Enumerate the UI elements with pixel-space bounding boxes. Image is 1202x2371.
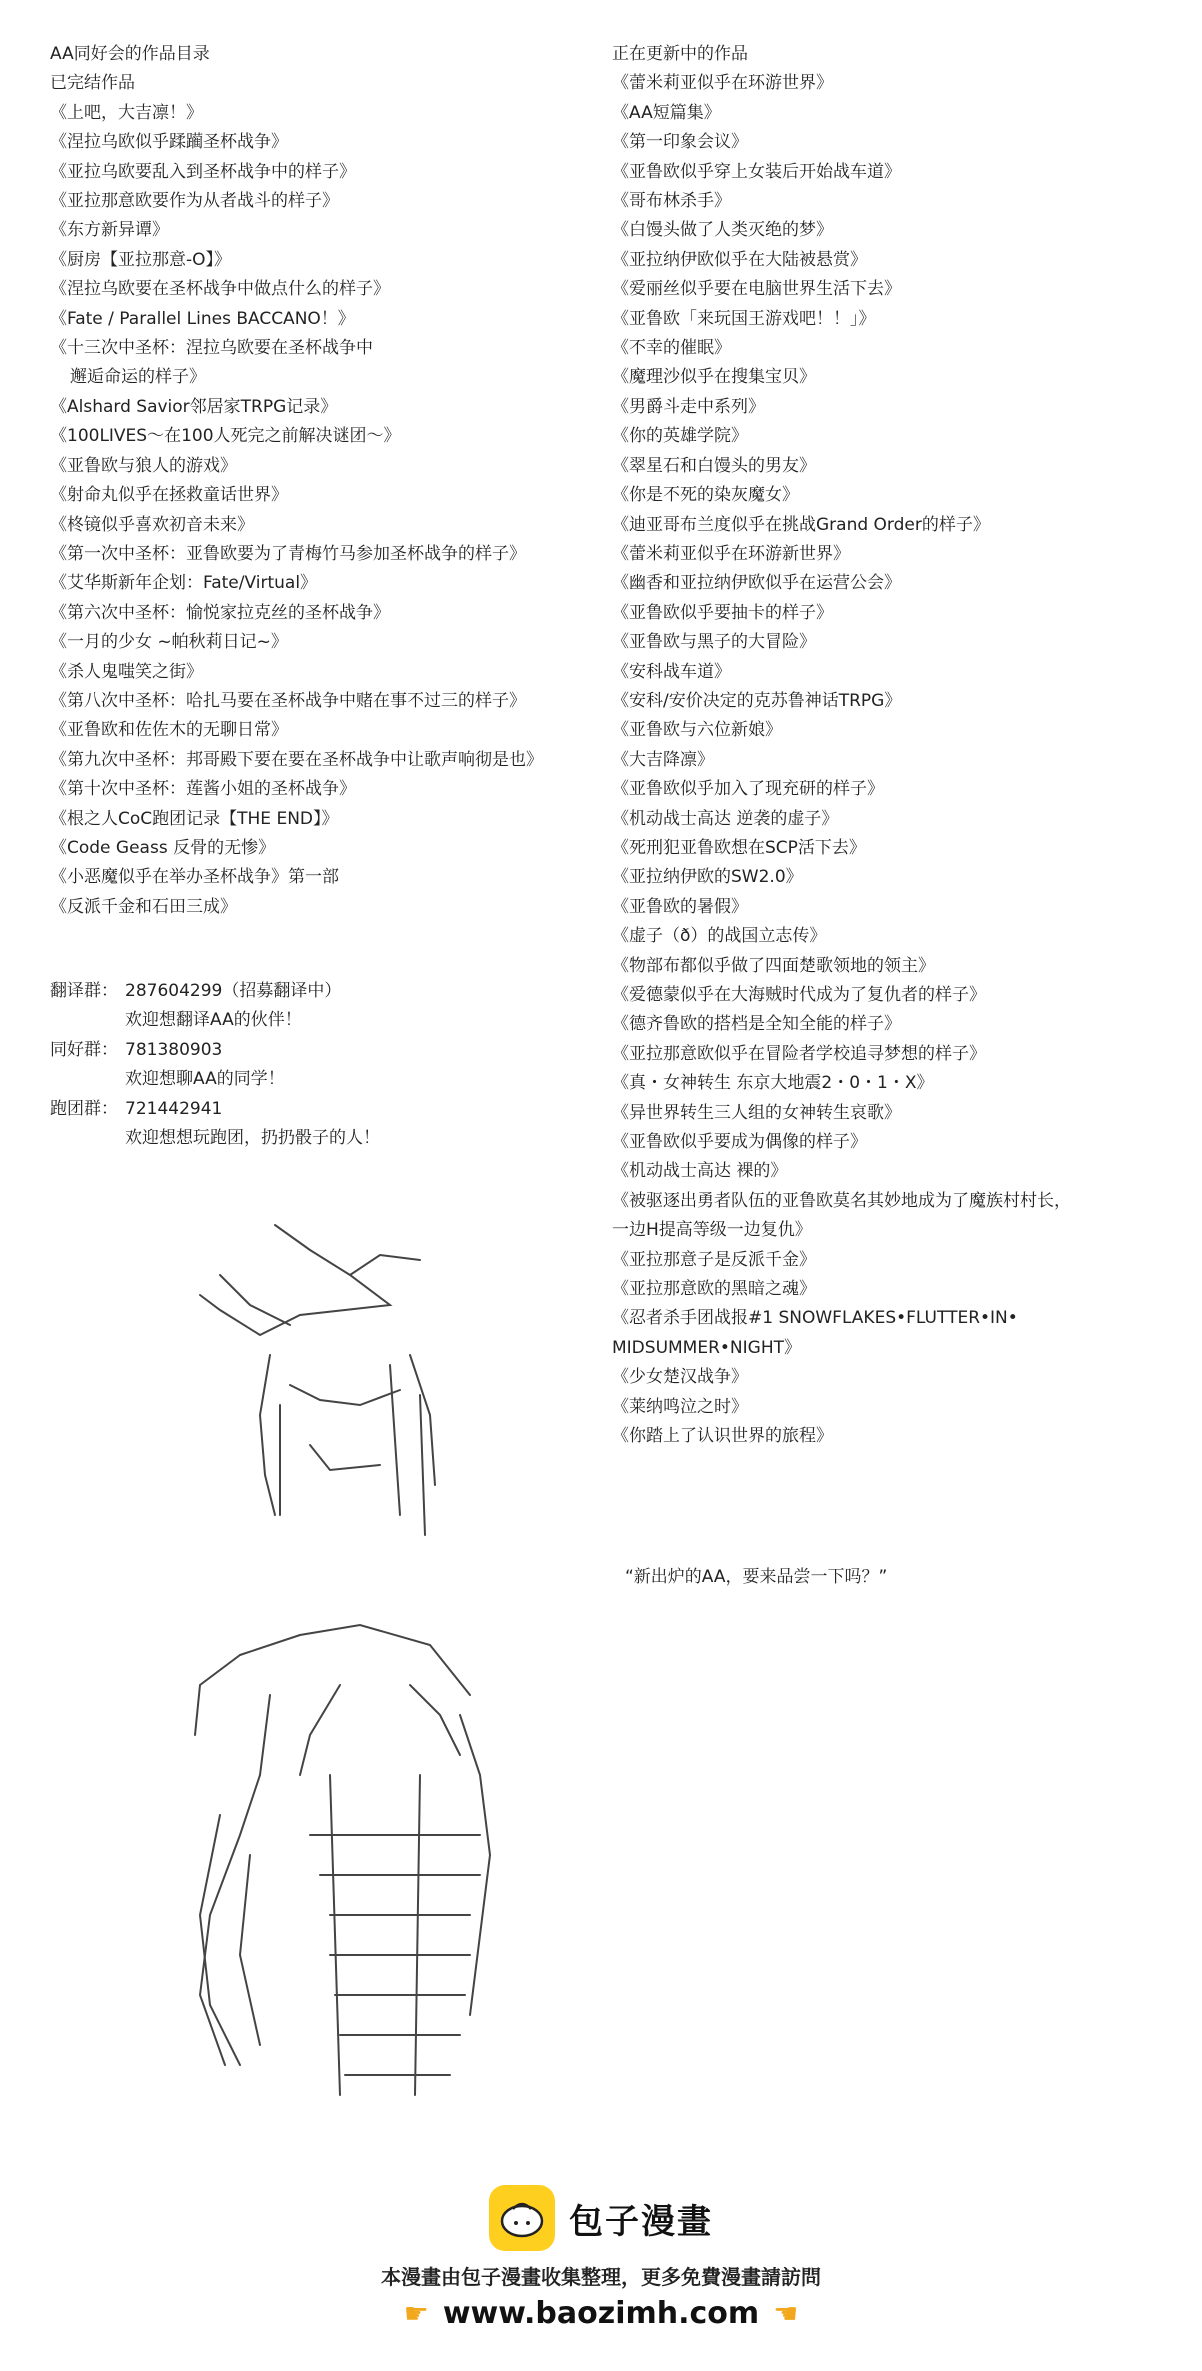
group-welcome-text: 欢迎想想玩跑团，扔扔骰子的人！	[125, 1128, 380, 1149]
ongoing-work-item: 《亚鲁欧似乎要抽卡的样子》	[612, 602, 833, 623]
ongoing-heading: 正在更新中的作品	[612, 44, 748, 64]
completed-work-item: 《十三次中圣杯：涅拉乌欧要在圣杯战争中	[50, 338, 373, 359]
ascii-art-figure	[180, 1215, 580, 2120]
ongoing-work-item: 《物部布都似乎做了四面楚歌领地的领主》	[612, 955, 935, 976]
ongoing-work-item: 《你是不死的染灰魔女》	[612, 485, 799, 506]
completed-work-item: 《Code Geass 反骨的无惨》	[50, 837, 276, 858]
ongoing-work-item: 《白馒头做了人类灭绝的梦》	[612, 220, 833, 241]
ongoing-work-item: 《亚拉那意欧的黑暗之魂》	[612, 1279, 816, 1300]
ongoing-work-item: MIDSUMMER•NIGHT》	[612, 1337, 801, 1358]
ongoing-list	[612, 69, 1192, 1451]
ongoing-work-item: 《亚拉那意欧似乎在冒险者学校追寻梦想的样子》	[612, 1043, 986, 1064]
completed-work-item: 《第九次中圣杯：邦哥殿下要在要在圣杯战争中让歌声响彻是也》	[50, 749, 543, 770]
completed-list	[50, 99, 610, 922]
ongoing-work-item: 《真・女神转生 东京大地震2・0・1・X》	[612, 1073, 934, 1094]
completed-work-item: 《根之人CoC跑团记录【THE END】》	[50, 808, 339, 829]
ongoing-work-item: 《机动战士高达 裸的》	[612, 1161, 788, 1182]
group-label: 跑团群：	[50, 1098, 118, 1119]
completed-work-item: 《艾华斯新年企划：Fate/Virtual》	[50, 573, 318, 594]
ongoing-work-item: 《异世界转生三人组的女神转生哀歌》	[612, 1102, 901, 1123]
completed-work-item: 《第一次中圣杯：亚鲁欧要为了青梅竹马参加圣杯战争的样子》	[50, 543, 526, 564]
completed-work-item: 《上吧，大吉凛！》	[50, 102, 203, 123]
group-label: 翻译群：	[50, 981, 118, 1001]
left-column	[50, 40, 610, 922]
pointing-hand-icon: ☚	[773, 2297, 799, 2330]
completed-work-item: 《反派千金和石田三成》	[50, 896, 237, 917]
ongoing-work-item: 《哥布林杀手》	[612, 191, 731, 212]
completed-work-item: 《杀人鬼嗤笑之街》	[50, 661, 203, 682]
ongoing-work-item: 《你踏上了认识世界的旅程》	[612, 1426, 833, 1447]
group-label: 同好群：	[50, 1039, 118, 1060]
ongoing-work-item: 《机动战士高达 逆袭的虚子》	[612, 808, 839, 829]
group-row	[50, 977, 380, 1006]
ongoing-work-item: 《安科战车道》	[612, 661, 731, 682]
ongoing-work-item: 《你的英雄学院》	[612, 426, 748, 447]
ongoing-work-item: 一边H提高等级一边复仇》	[612, 1220, 812, 1241]
group-number: 781380903	[125, 1039, 223, 1060]
bun-logo-icon	[489, 2185, 555, 2251]
completed-work-item: 《第八次中圣杯：哈扎马要在圣杯战争中赌在事不过三的样子》	[50, 690, 526, 711]
ongoing-work-item: 《不幸的催眠》	[612, 338, 731, 359]
ongoing-work-item: 《死刑犯亚鲁欧想在SCP活下去》	[612, 837, 866, 858]
ongoing-work-item: 《亚鲁欧与六位新娘》	[612, 720, 782, 741]
completed-work-item: 《第六次中圣杯：愉悦家拉克丝的圣杯战争》	[50, 602, 390, 623]
completed-work-item: 《涅拉乌欧要在圣杯战争中做点什么的样子》	[50, 279, 390, 300]
completed-work-item: 《东方新异谭》	[50, 220, 169, 241]
completed-work-item: 邂逅命运的样子》	[70, 367, 206, 388]
group-row	[50, 1095, 380, 1124]
footer-notice: 本漫畫由包子漫畫收集整理，更多免費漫畫請訪問	[381, 2265, 821, 2289]
ongoing-work-item: 《男爵斗走中系列》	[612, 396, 765, 417]
ongoing-work-item: 《AA短篇集》	[612, 102, 721, 123]
completed-work-item: 《亚拉乌欧要乱入到圣杯战争中的样子》	[50, 161, 356, 182]
ongoing-work-item: 《迪亚哥布兰度似乎在挑战Grand Order的样子》	[612, 514, 990, 535]
ongoing-work-item: 《亚拉纳伊欧似乎在大陆被悬赏》	[612, 249, 867, 270]
aa-quote: “新出炉的AA，要来品尝一下吗？”	[625, 1567, 888, 1587]
site-logo[interactable]	[0, 2185, 1202, 2251]
logo-text: 包子漫畫	[569, 2201, 713, 2242]
completed-work-item: 《厨房【亚拉那意-O】》	[50, 249, 232, 270]
footer-url-link[interactable]: www.baozimh.com	[442, 2296, 760, 2331]
ongoing-work-item: 《亚鲁欧似乎穿上女装后开始战车道》	[612, 161, 901, 182]
ongoing-work-item: 《亚鲁欧与黑子的大冒险》	[612, 632, 816, 653]
group-number: 721442941	[125, 1098, 223, 1119]
ongoing-work-item: 《亚拉纳伊欧的SW2.0》	[612, 867, 803, 888]
ongoing-work-item: 《魔理沙似乎在搜集宝贝》	[612, 367, 816, 388]
ongoing-work-item: 《德齐鲁欧的搭档是全知全能的样子》	[612, 1014, 901, 1035]
completed-work-item: 《柊镜似乎喜欢初音未来》	[50, 514, 254, 535]
completed-work-item: 《Alshard Savior邻居家TRPG记录》	[50, 396, 338, 417]
ongoing-work-item: 《安科/安价决定的克苏鲁神话TRPG》	[612, 690, 902, 711]
catalog-title: AA同好会的作品目录	[50, 44, 210, 64]
completed-work-item: 《一月的少女 ~帕秋莉日记~》	[50, 632, 288, 653]
ongoing-work-item: 《亚拉那意子是反派千金》	[612, 1249, 816, 1270]
group-info	[50, 977, 380, 1153]
ongoing-work-item: 《忍者杀手团战报#1 SNOWFLAKES•FLUTTER•IN•	[612, 1308, 1018, 1329]
completed-work-item: 《小恶魔似乎在举办圣杯战争》第一部	[50, 867, 339, 888]
ongoing-work-item: 《翠星石和白馒头的男友》	[612, 455, 816, 476]
group-welcome-text: 欢迎想翻译AA的伙伴！	[125, 1010, 302, 1031]
ongoing-work-item: 《少女楚汉战争》	[612, 1367, 748, 1388]
pointing-hand-icon: ☛	[403, 2297, 429, 2330]
ongoing-work-item: 《虚子（ð）的战国立志传》	[612, 926, 827, 947]
ongoing-work-item: 《第一印象会议》	[612, 132, 748, 153]
group-number: 287604299（招募翻译中）	[125, 981, 342, 1001]
completed-work-item: 《射命丸似乎在拯救童话世界》	[50, 485, 288, 506]
ongoing-work-item: 《蕾米莉亚似乎在环游世界》	[612, 73, 833, 94]
footer-url-row	[0, 2296, 1202, 2331]
completed-work-item: 《第十次中圣杯：莲酱小姐的圣杯战争》	[50, 779, 356, 800]
completed-work-item: 《亚鲁欧和佐佐木的无聊日常》	[50, 720, 288, 741]
ongoing-work-item: 《爱德蒙似乎在大海贼时代成为了复仇者的样子》	[612, 985, 986, 1005]
footer	[0, 2185, 1202, 2331]
completed-work-item: 《Fate / Parallel Lines BACCANO！》	[50, 308, 355, 329]
ongoing-work-item: 《爱丽丝似乎要在电脑世界生活下去》	[612, 279, 901, 300]
completed-work-item: 《亚鲁欧与狼人的游戏》	[50, 455, 237, 476]
ongoing-work-item: 《亚鲁欧的暑假》	[612, 896, 748, 917]
completed-heading: 已完结作品	[50, 73, 135, 94]
ongoing-work-item: 《被驱逐出勇者队伍的亚鲁欧莫名其妙地成为了魔族村村长，	[612, 1190, 1071, 1211]
ongoing-work-item: 《莱纳鸣泣之时》	[612, 1396, 748, 1417]
ongoing-work-item: 《大吉降凛》	[612, 749, 714, 770]
group-welcome-text: 欢迎想聊AA的同学！	[125, 1069, 285, 1090]
ongoing-work-item: 《亚鲁欧「来玩国王游戏吧！！」》	[612, 308, 876, 329]
completed-work-item: 《100LIVES～在100人死完之前解决谜团～》	[50, 426, 401, 447]
ongoing-work-item: 《幽香和亚拉纳伊欧似乎在运营公会》	[612, 573, 901, 594]
right-column	[612, 40, 1192, 1452]
ongoing-work-item: 《亚鲁欧似乎加入了现充研的样子》	[612, 779, 884, 800]
completed-work-item: 《亚拉那意欧要作为从者战斗的样子》	[50, 191, 339, 212]
ongoing-work-item: 《亚鲁欧似乎要成为偶像的样子》	[612, 1132, 867, 1153]
ongoing-work-item: 《蕾米莉亚似乎在环游新世界》	[612, 543, 850, 564]
completed-work-item: 《涅拉乌欧似乎蹂躏圣杯战争》	[50, 132, 288, 153]
group-row	[50, 1036, 380, 1065]
